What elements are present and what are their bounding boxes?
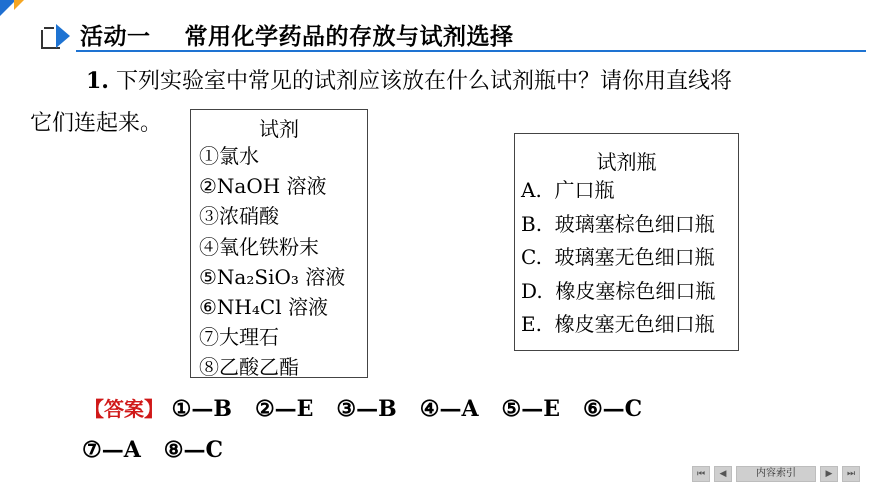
question-line-2: 它们连起来。 — [30, 111, 163, 136]
first-page-icon: ⏮ — [696, 469, 706, 479]
reagent-item: ③浓硝酸 — [199, 204, 279, 229]
bottle-item: E. 橡皮塞无色细口瓶 — [521, 312, 715, 337]
question-text-1: 下列实验室中常见的试剂应该放在什么试剂瓶中？请你用直线将 — [108, 69, 732, 94]
reagent-item: ①氯水 — [199, 144, 259, 168]
bottle-item: A. 广口瓶 — [521, 178, 615, 202]
slide-navigation — [692, 465, 864, 483]
last-page-button[interactable] — [842, 466, 860, 482]
section-marker-icon — [40, 22, 74, 50]
reagent-item: ④氧化铁粉末 — [199, 234, 319, 259]
bottle-item: C. 玻璃塞无色细口瓶 — [521, 245, 715, 270]
answer-line-1 — [84, 393, 642, 422]
question-number: 1. — [86, 68, 109, 94]
reagent-box — [190, 109, 368, 378]
first-page-button[interactable] — [692, 466, 710, 482]
answer-line-2: ⑦—A ⑧—C — [82, 437, 224, 463]
bottle-item: B. 玻璃塞棕色细口瓶 — [521, 211, 715, 236]
reagent-item: ②NaOH 溶液 — [199, 174, 327, 199]
reagent-item: ⑦大理石 — [199, 325, 279, 350]
bottle-item: D. 橡皮塞棕色细口瓶 — [521, 278, 716, 303]
next-page-button[interactable] — [820, 466, 838, 482]
question-line-1 — [86, 64, 732, 95]
reagent-item: ⑥NH₄Cl 溶液 — [199, 294, 328, 319]
header-divider — [76, 50, 866, 52]
next-page-icon: ▶ — [825, 469, 833, 479]
section-title: 活动一 常用化学药品的存放与试剂选择 — [80, 24, 514, 50]
content-index-button[interactable]: 内容索引 — [736, 466, 816, 482]
reagent-box-title: 试剂 — [259, 117, 299, 141]
prev-page-button[interactable] — [714, 466, 732, 482]
reagent-item: ⑤Na₂SiO₃ 溶液 — [199, 264, 346, 289]
reagent-item: ⑧乙酸乙酯 — [199, 355, 299, 380]
corner-decoration-orange — [14, 0, 24, 10]
last-page-icon: ⏭ — [846, 469, 856, 479]
answer-text-1: ①—B ②—E ③—B ④—A ⑤—E ⑥—C — [164, 396, 643, 422]
prev-page-icon: ◀ — [719, 469, 727, 479]
bottle-box — [514, 133, 739, 351]
bottle-box-title: 试剂瓶 — [596, 150, 657, 174]
answer-label: 【答案】 — [84, 397, 164, 421]
